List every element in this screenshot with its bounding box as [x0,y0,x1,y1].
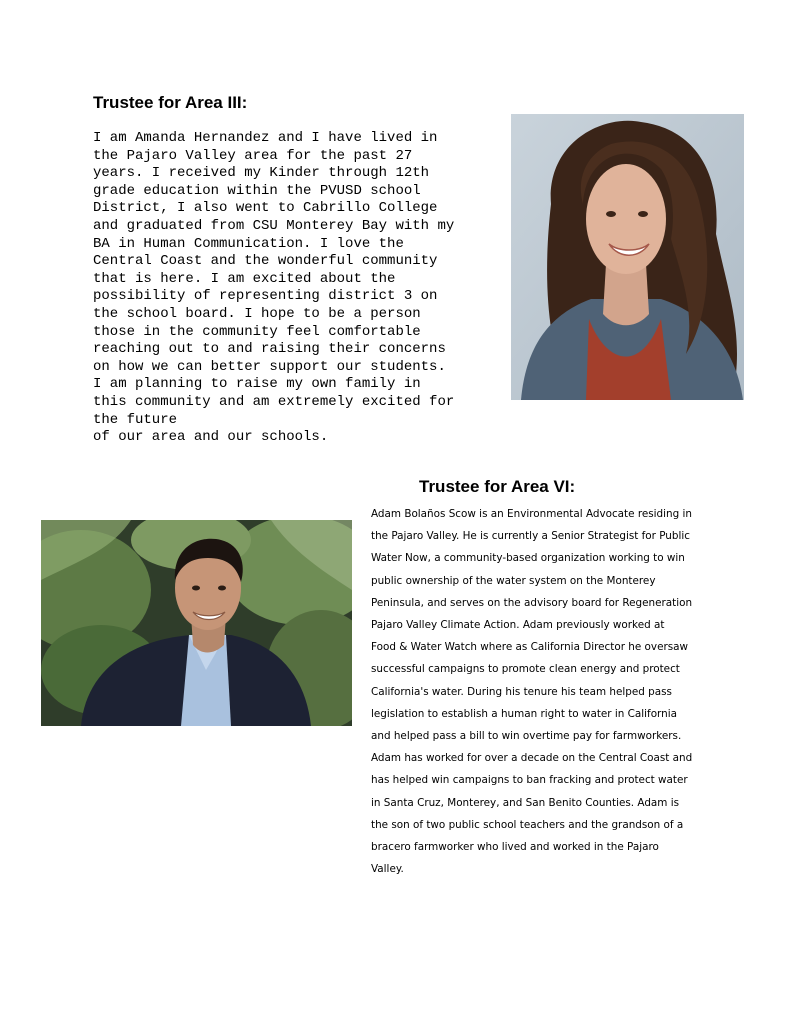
bio-line: successful campaigns to promote clean energy and protect [371,663,680,676]
bio-line: reaching out to and raising their concerns [93,341,446,358]
bio-line: the Pajaro Valley area for the past 27 [93,147,413,164]
bio-line: California's water. During his tenure his team helped pass [371,685,672,698]
bio-line: those in the community feel comfortable [93,323,421,340]
bio-line: the future [93,411,178,428]
area-3-heading: Trustee for Area III: [93,93,248,112]
adam-bolanos-scow-photo [41,520,352,726]
bio-line: this community and am extremely excited for [93,393,455,410]
bio-line: public ownership of the water system on the Monterey [371,574,656,587]
bio-line: possibility of representing district 3 on [93,288,438,305]
bio-line: Valley. [371,863,404,876]
bio-line: legislation to establish a human right to water in California [371,707,677,720]
bio-line: bracero farmworker who lived and worked in the Pajaro [371,841,659,854]
bio-line: Pajaro Valley Climate Action. Adam previously worked at [371,619,665,632]
bio-line: Central Coast and the wonderful community [93,253,438,270]
bio-line: BA in Human Communication. I love the [93,235,404,252]
bio-line: the school board. I hope to be a person [93,305,421,322]
bio-line: Peninsula, and serves on the advisory board for Regeneration [371,596,693,609]
bio-line: I am Amanda Hernandez and I have lived in [93,130,438,146]
bio-line: Food & Water Watch where as California Director he oversaw [371,641,689,654]
bio-line: District, I also went to Cabrillo College [93,200,438,217]
area-6-bio [371,503,711,880]
bio-line: the son of two public school teachers and the grandson of a [371,818,684,831]
bio-line: grade education within the PVUSD school [93,182,421,199]
area-3-bio [93,130,503,447]
bio-line: Water Now, a community-based organization working to win [371,552,685,565]
bio-line: the Pajaro Valley. He is currently a Senior Strategist for Public [371,530,690,543]
bio-line: that is here. I am excited about the [93,270,396,287]
bio-line: I am planning to raise my own family in [93,376,421,393]
bio-line: has helped win campaigns to ban fracking and protect water [371,774,688,787]
bio-line: Adam has worked for over a decade on the Central Coast and [371,752,693,765]
area-6-heading: Trustee for Area VI: [419,477,576,496]
bio-line: years. I received my Kinder through 12th [93,165,430,182]
amanda-hernandez-photo [511,114,744,400]
bio-line: in Santa Cruz, Monterey, and San Benito Counties. Adam is [371,796,680,809]
bio-line: on how we can better support our students. [93,358,446,375]
bio-line: and helped pass a bill to win overtime pay for farmworkers. [371,730,682,743]
bio-line: Adam Bolaños Scow is an Environmental Advocate residing in [371,508,692,520]
bio-line: and graduated from CSU Monterey Bay with my [93,217,455,234]
bio-line: of our area and our schools. [93,429,329,446]
